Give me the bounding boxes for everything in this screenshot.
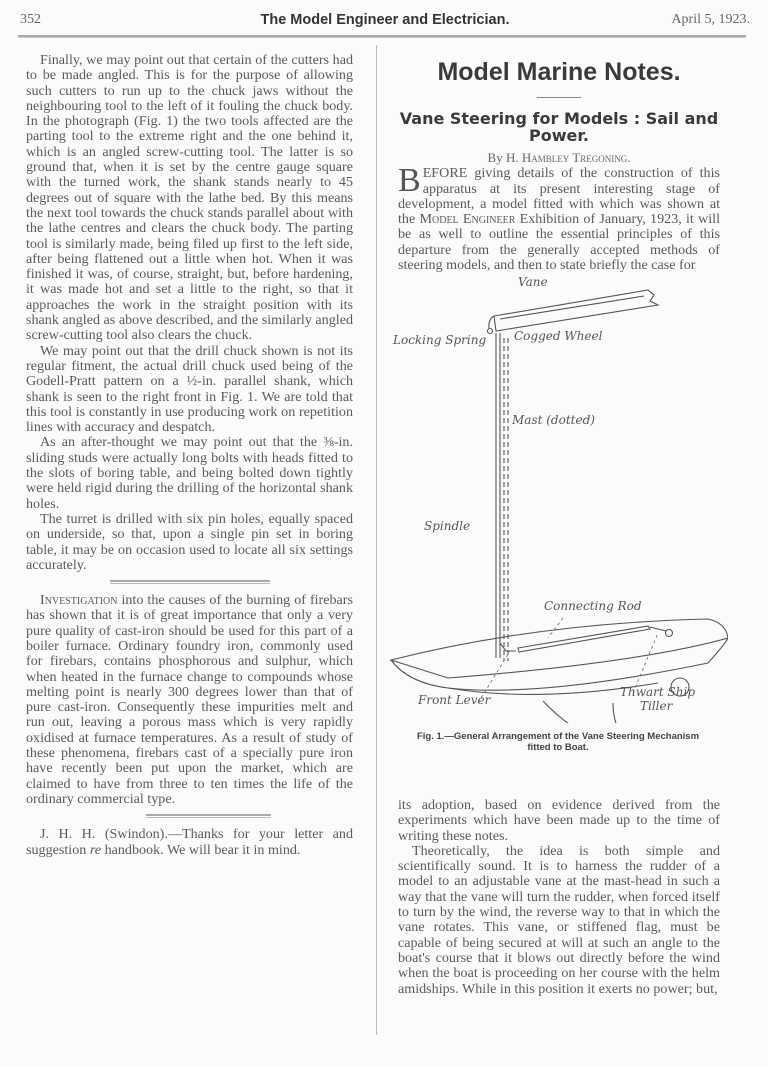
label-spindle: Spindle bbox=[424, 519, 471, 534]
section-title: Model Marine Notes. bbox=[437, 58, 681, 86]
article-title: Vane Steering for Models : Sail and Power. bbox=[399, 109, 719, 145]
paragraph-sliding-studs: As an after-thought we may point out that the ⅜-in. sliding studs were actually long bolts with heads fitted to the slots of boring table, and being bolted down tightly were held rigid during the drilling of the horizontal shank holes. bbox=[26, 434, 353, 512]
label-connecting-rod: Connecting Rod bbox=[544, 599, 642, 614]
publication-title: The Model Engineer and Electrician. bbox=[260, 12, 510, 28]
label-tiller: Tiller bbox=[640, 699, 673, 714]
paragraph-turret: The turret is drilled with six pin holes, equally spaced on underside, so that, upon a single pin set in boring table, it may be on occasion used to locate all six settings accurately. bbox=[26, 510, 353, 573]
paragraph-drill-chuck: We may point out that the drill chuck shown is not its regular fitment, the actual drill chuck used being of the Godell-Pratt pattern on a ½-in. parallel shank, which shank is seen to the right front in Fig. 1. We are told that this tool is constantly in use producing work on repetition lines with accuracy and despatch. bbox=[26, 342, 353, 436]
section-divider bbox=[110, 580, 270, 584]
byline: By H. Hambley Tregoning. bbox=[487, 150, 631, 165]
header-rule bbox=[18, 35, 746, 38]
column-divider bbox=[376, 45, 377, 1035]
paragraph-theory: Theoretically, the idea is both simple and scientifically sound. It is to harness the rudder of a model to an adjustable vane at the mast-head in such a way that the vane will turn the rudder, when forced itself to turn by the wind, the reverse way to that in which the vane rotates. This vane, or stiffened flag, must be capable of being secured at will at such an angle to the boat's course that it blows out directly before the wind when the boat is proceeding on her course with the helm amidships. While in this position it exerts no power; but, bbox=[398, 842, 720, 997]
figure-caption: Fig. 1.—General Arrangement of the Vane Steering Mechanism fitted to Boat. bbox=[416, 731, 700, 754]
paragraph-reply: J. H. H. (Swindon).—Thanks for your letter and suggestion re handbook. We will bear it in mind. bbox=[26, 826, 353, 858]
paragraph-angled-cutters: Finally, we may point out that certain of the cutters had to be made angled. This is for the purpose of allowing such cutters to run up to the chuck jaws without the neighbouring tool to the left of it fouling the chuck body. In the photograph (Fig. 1) the two tools affected are the parting tool to the extreme right and the one behind it, which is an angled screw-cutting tool. The latter is so ground that, when it is set by the centre gauge square with the turned work, the shank stands nearly to 45 degrees out of square with the lathe bed. By this means the next tool towards the chuck stands parallel about with the lathe centres and clears the chuck body. The parting tool is similarly made, being filed up first to the left side, after being flattened out a little when hot. When it was finished it was, of course, straight, but, before hardening, it was made hot and set a little to the right, so that it approaches the work in the straight position with its shank angled as above described, and the similarly angled screw-cutting tool also clears the chuck. bbox=[26, 52, 353, 344]
paragraph-investigation bbox=[26, 593, 353, 807]
intro-paragraph: BEFORE giving details of the construction of this apparatus at its present interesting stage of development, a model fitted with which was shown at the Model Engineer Exhibition of January, 1923, it will be as well to outline the essential principles of this departure from the generally accepted methods of steering models, and then to state briefly the case for bbox=[398, 162, 720, 274]
page-number: 352 bbox=[20, 12, 41, 27]
page-header bbox=[20, 12, 750, 34]
label-front-lever: Front Lever bbox=[418, 693, 491, 708]
investigation-lead: Investigation bbox=[40, 592, 118, 609]
label-vane: Vane bbox=[518, 275, 548, 290]
label-cogged-wheel: Cogged Wheel bbox=[514, 329, 603, 344]
label-mast: Mast (dotted) bbox=[512, 413, 595, 428]
figure-vane-steering bbox=[388, 275, 728, 754]
right-column bbox=[393, 53, 720, 754]
issue-date: April 5, 1923. bbox=[671, 12, 750, 27]
label-thwart-ship: Thwart Ship bbox=[620, 685, 695, 700]
title-rule bbox=[537, 97, 581, 98]
paragraph-adoption: its adoption, based on evidence derived from the experiments which have been made up to the time of writing these notes. bbox=[398, 797, 720, 844]
label-locking-spring: Locking Spring bbox=[393, 333, 487, 348]
left-column bbox=[26, 53, 353, 858]
boat-diagram-drawing bbox=[388, 283, 728, 723]
section-divider-short bbox=[146, 814, 271, 818]
investigation-text: into the causes of the burning of firebars has shown that it is of great importance that only a very pure quality of cast-iron should be used for this part of a boiler furnace. Ordinary foundry iron, commonly used for firebars, contains phosphorous and sulphur, which when heated in the furnace change to compounds whose melting point is nearly 300 degrees lower than that of pure cast-iron. Consequently these impurities melt and run out, leaving a porous mass which is very rapidly oxidised at furnace temperatures. As a result of study of these phenomena, firebars cast of a specially pure iron have recently been put upon the market, which are claimed to have from three to ten times the life of the ordinary commercial type. bbox=[26, 592, 353, 807]
drop-cap: B bbox=[398, 162, 421, 200]
right-column-continuation bbox=[398, 798, 720, 997]
